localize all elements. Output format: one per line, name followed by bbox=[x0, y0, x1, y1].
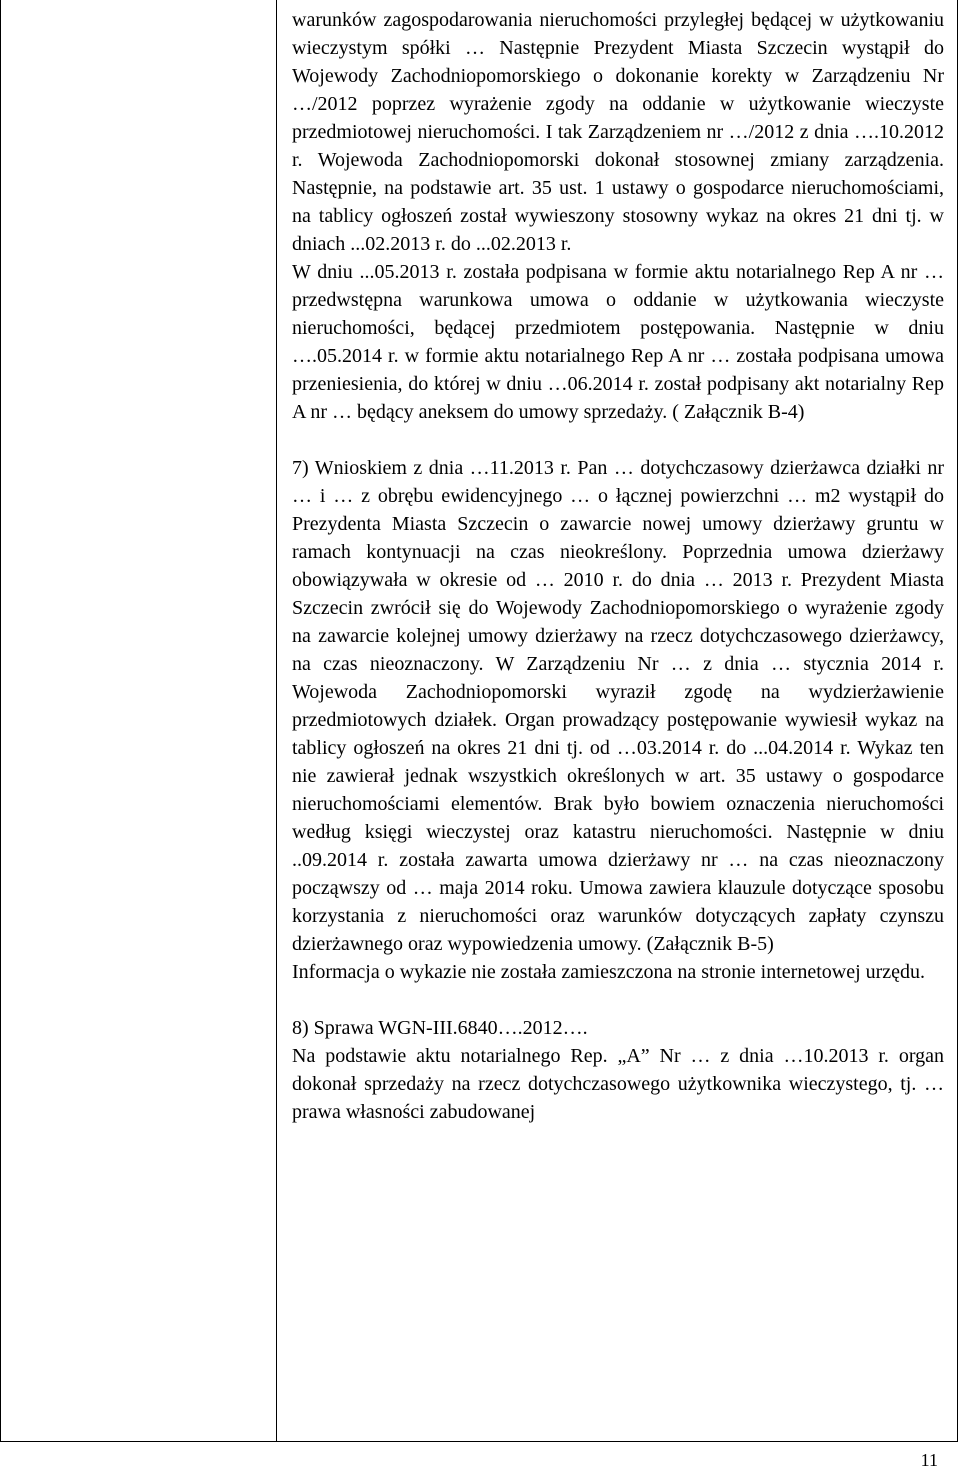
paragraph-spacer bbox=[292, 986, 944, 1014]
table-column-divider bbox=[276, 0, 277, 1442]
paragraph-notarial-act: W dniu ...05.2013 r. została podpisana w formie aktu notarialnego Rep A nr … przedwstępna warunkowa umowa o oddanie w użytkowania wieczyste nieruchomości, będącej przedmiotem postępowania. Następnie w dniu ….05.2014 r. w formie aktu notarialnego Rep A nr … została podpisana umowa przeniesienia, do której w dniu …06.2014 r. został podpisany akt notarialny Rep A nr … będący aneksem do umowy sprzedaży. ( Załącznik B-4) bbox=[292, 261, 944, 423]
paragraph-item-8-body: Na podstawie aktu notarialnego Rep. „A” Nr … z dnia …10.2013 r. organ dokonał sprzedaży na rzecz dotychczasowego użytkownika wieczystego, tj. … prawa własności zabudowanej bbox=[292, 1045, 944, 1123]
paragraph-website-info: Informacja o wykazie nie została zamieszczona na stronie internetowej urzędu. bbox=[292, 961, 926, 983]
paragraph-item-7: 7) Wnioskiem z dnia …11.2013 r. Pan … dotychczasowy dzierżawca działki nr … i … z obrębu ewidencyjnego … o łącznej powierzchni … m2 wystąpił do Prezydenta Miasta Szczecin o zawarcie nowej umowy dzierżawy gruntu w ramach kontynuacji na czas nieokreślony. Poprzednia umowa dzierżawy obowiązywała w okresie od … 2010 r. do dnia … 2013 r. Prezydent Miasta Szczecin zwrócił się do Wojewody Zachodniopomorskiego o wyrażenie zgody na zawarcie kolejnej umowy dzierżawy na rzecz dotychczasowego dzierżawcy, na czas nieoznaczony. W Zarządzeniu Nr … z dnia … stycznia 2014 r. Wojewoda Zachodniopomorski wyraził zgodę na wydzierżawienie przedmiotowych działek. Organ prowadzący postępowanie wywiesił wykaz na tablicy ogłoszeń na okres 21 dni tj. od …03.2014 r. do ...04.2014 r. Wykaz ten nie zawierał jednak wszystkich określonych w art. 35 ustawy o gospodarce nieruchomościami elementów. Brak było bowiem oznaczenia nieruchomości według księgi wieczystej oraz katastru nieruchomości. Następnie w dniu ..09.2014 r. została zawarta umowa dzierżawy nr … na czas nieoznaczony począwszy od … maja 2014 roku. Umowa zawiera klauzule dotyczące sposobu korzystania z nieruchomości oraz warunków dotyczących zapłaty czynszu dzierżawnego oraz wypowiedzenia umowy. (Załącznik B-5) bbox=[292, 457, 944, 955]
table-cell-left-empty bbox=[1, 0, 276, 1441]
paragraph-item-8-heading: 8) Sprawa WGN-III.6840….2012…. bbox=[292, 1017, 588, 1039]
page-number: 11 bbox=[920, 1450, 938, 1470]
paragraph-continuation: warunków zagospodarowania nieruchomości przyległej będącej w użytkowaniu wieczystym spółki … Następnie Prezydent Miasta Szczecin wystąpił do Wojewody Zachodniopomorskiego o dokonanie korekty w Zarządzeniu Nr …/2012 poprzez wyrażenie zgody na oddanie w użytkowanie wieczyste przedmiotowej nieruchomości. I tak Zarządzeniem nr …/2012 z dnia ….10.2012 r. Wojewoda Zachodniopomorski dokonał stosownej zmiany zarządzenia. Następnie, na podstawie art. 35 ust. 1 ustawy o gospodarce nieruchomościami, na tablicy ogłoszeń został wywieszony stosowny wykaz na okres 21 dni tj. w dniach ...02.2013 r. do ...02.2013 r. bbox=[292, 9, 944, 255]
table-cell-content bbox=[292, 6, 944, 1126]
table-right-border bbox=[957, 0, 958, 1442]
paragraph-spacer bbox=[292, 426, 944, 454]
